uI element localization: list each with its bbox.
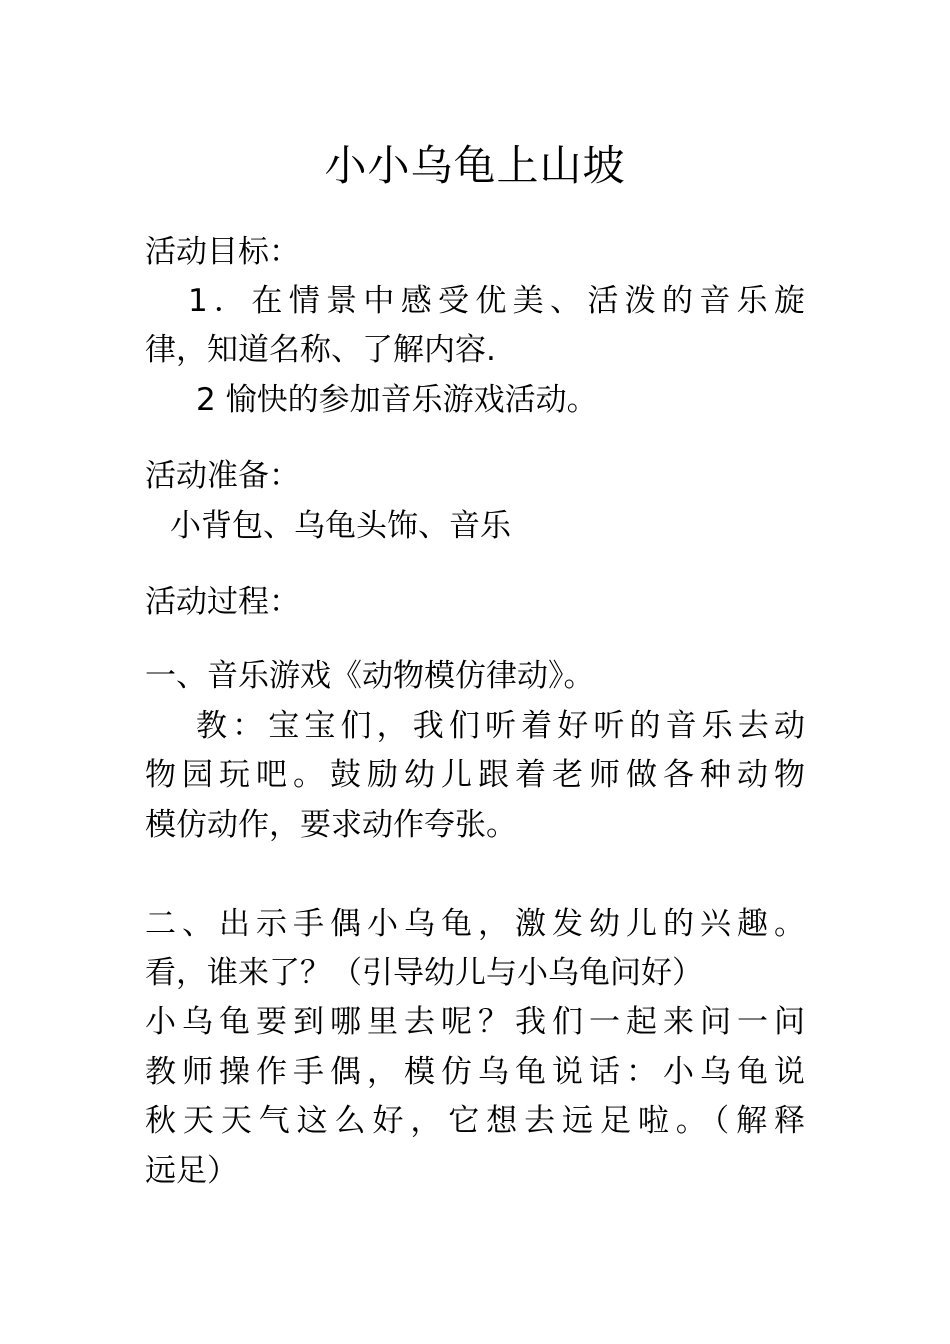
process-step-1-line-1: 教：宝宝们，我们听着好听的音乐去动 [196, 708, 805, 744]
process-step-1-line-2: 物园玩吧。鼓励幼儿跟着老师做各种动物 [145, 757, 805, 793]
process-step-1-line-3: 模仿动作，要求动作夸张。 [145, 807, 517, 843]
goal-item-1: 1．在情景中感受优美、活泼的音乐旋 [188, 283, 805, 319]
process-step-2-line-4: 秋天天气这么好，它想去远足啦。（解释 [145, 1103, 805, 1139]
process-step-2-line-5: 远足） [145, 1153, 238, 1189]
goal-item-2: 2 愉快的参加音乐游戏活动。 [196, 382, 598, 418]
heading-activity-preparation: 活动准备： [145, 458, 300, 494]
heading-activity-process: 活动过程： [145, 584, 300, 620]
heading-activity-goals: 活动目标： [145, 234, 300, 270]
goal-item-1-continued: 律，知道名称、了解内容. [145, 332, 496, 368]
preparation-materials: 小背包、乌龟头饰、音乐 [170, 508, 511, 544]
process-step-2-line-2: 小乌龟要到哪里去呢？我们一起来问一问 [145, 1004, 805, 1040]
document-title: 小小乌龟上山坡 [324, 141, 626, 190]
process-step-2-line-1: 看，谁来了？（引导幼儿与小乌龟问好） [145, 955, 703, 991]
process-step-2-heading: 二、出示手偶小乌龟，激发幼儿的兴趣。 [145, 906, 805, 942]
process-step-2-line-3: 教师操作手偶，模仿乌龟说话：小乌龟说 [145, 1054, 805, 1090]
process-step-1-heading: 一、音乐游戏《动物模仿律动》。 [145, 658, 595, 694]
